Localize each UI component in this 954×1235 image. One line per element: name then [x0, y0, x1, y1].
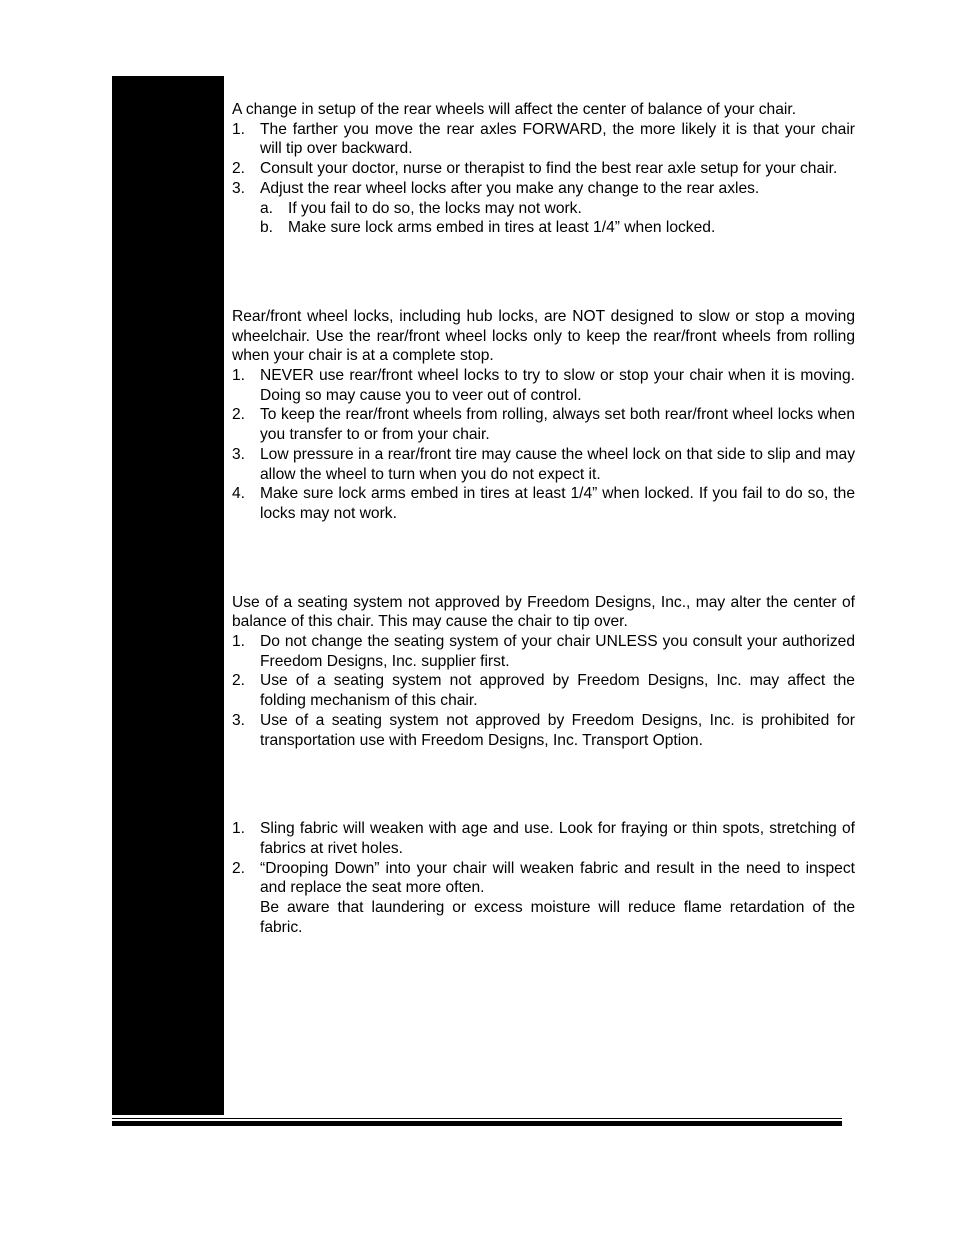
sub-item-letter: b.	[260, 219, 274, 237]
document-body	[232, 100, 855, 938]
section-intro: Use of a seating system not approved by Freedom Designs, Inc., may alter the center of balance of this chair. This may cause the chair to tip over.	[232, 593, 855, 631]
section-rear-wheel-setup	[232, 100, 855, 238]
item-text: Low pressure in a rear/front tire may cause the wheel lock on that side to slip and may allow the wheel to turn when you do not expect it.	[260, 445, 855, 483]
item-note: Be aware that laundering or excess moisture will reduce flame retardation of the fabric.	[260, 899, 855, 936]
section-wheel-locks	[232, 307, 855, 524]
item-number: 1.	[232, 820, 246, 838]
list-item	[232, 445, 855, 484]
item-number: 1.	[232, 633, 246, 651]
item-number: 2.	[232, 859, 246, 877]
list-item	[232, 711, 855, 750]
item-text: To keep the rear/front wheels from rolling, always set both rear/front wheel locks when you transfer to or from your chair.	[260, 406, 855, 444]
item-text: Use of a seating system not approved by Freedom Designs, Inc. may affect the folding mechanism of this chair.	[260, 672, 855, 710]
item-number: 1.	[232, 367, 246, 385]
item-number: 2.	[232, 406, 246, 424]
item-text: Use of a seating system not approved by Freedom Designs, Inc. is prohibited for transportation use with Freedom Designs, Inc. Transport Option.	[260, 711, 855, 749]
numbered-list	[232, 632, 855, 750]
footer-rule-thin	[112, 1118, 842, 1119]
list-item	[232, 159, 855, 179]
sub-item-letter: a.	[260, 199, 274, 217]
list-item	[232, 819, 855, 858]
list-item	[232, 671, 855, 710]
list-item	[232, 366, 855, 405]
sub-list	[260, 199, 855, 238]
list-item	[232, 859, 855, 938]
section-intro: A change in setup of the rear wheels will affect the center of balance of your chair.	[232, 101, 797, 118]
item-number: 2.	[232, 672, 246, 690]
list-item	[232, 405, 855, 444]
list-item	[232, 484, 855, 523]
item-number: 2.	[232, 160, 246, 178]
section-seating-system	[232, 593, 855, 751]
sub-item-text: Make sure lock arms embed in tires at least 1/4” when locked.	[288, 219, 716, 237]
sub-list-item	[260, 218, 855, 238]
numbered-list	[232, 120, 855, 238]
list-item	[232, 120, 855, 159]
list-item	[232, 179, 855, 238]
section-intro: Rear/front wheel locks, including hub locks, are NOT designed to slow or stop a moving wheelchair. Use the rear/front wheel locks only to keep the rear/front wheels from rolling when your chair is at a complete stop.	[232, 307, 855, 365]
item-number: 3.	[232, 711, 246, 729]
footer-rule-thick	[112, 1121, 842, 1126]
sub-item-text: If you fail to do so, the locks may not work.	[288, 199, 582, 217]
sub-list-item	[260, 199, 855, 219]
item-text: Consult your doctor, nurse or therapist to find the best rear axle setup for your chair.	[260, 160, 838, 178]
item-number: 3.	[232, 445, 246, 463]
item-number: 1.	[232, 120, 246, 138]
item-text: Adjust the rear wheel locks after you make any change to the rear axles.	[260, 179, 760, 197]
list-item	[232, 632, 855, 671]
side-black-bar	[112, 76, 224, 1115]
item-text: NEVER use rear/front wheel locks to try to slow or stop your chair when it is moving. Doing so may cause you to veer out of control.	[260, 367, 855, 404]
item-text: Make sure lock arms embed in tires at least 1/4” when locked. If you fail to do so, the locks may not work.	[260, 485, 855, 522]
item-text: The farther you move the rear axles FORWARD, the more likely it is that your chair will tip over backward.	[260, 120, 855, 158]
section-sling-fabric	[232, 819, 855, 937]
item-text: Do not change the seating system of your chair UNLESS you consult your authorized Freedom Designs, Inc. supplier first.	[260, 633, 855, 670]
item-text: “Drooping Down” into your chair will weaken fabric and result in the need to inspect and replace the seat more often.	[260, 859, 855, 897]
numbered-list	[232, 366, 855, 524]
item-number: 3.	[232, 179, 246, 197]
item-number: 4.	[232, 485, 246, 503]
item-text: Sling fabric will weaken with age and use. Look for fraying or thin spots, stretching of fabrics at rivet holes.	[260, 820, 855, 857]
numbered-list	[232, 819, 855, 937]
